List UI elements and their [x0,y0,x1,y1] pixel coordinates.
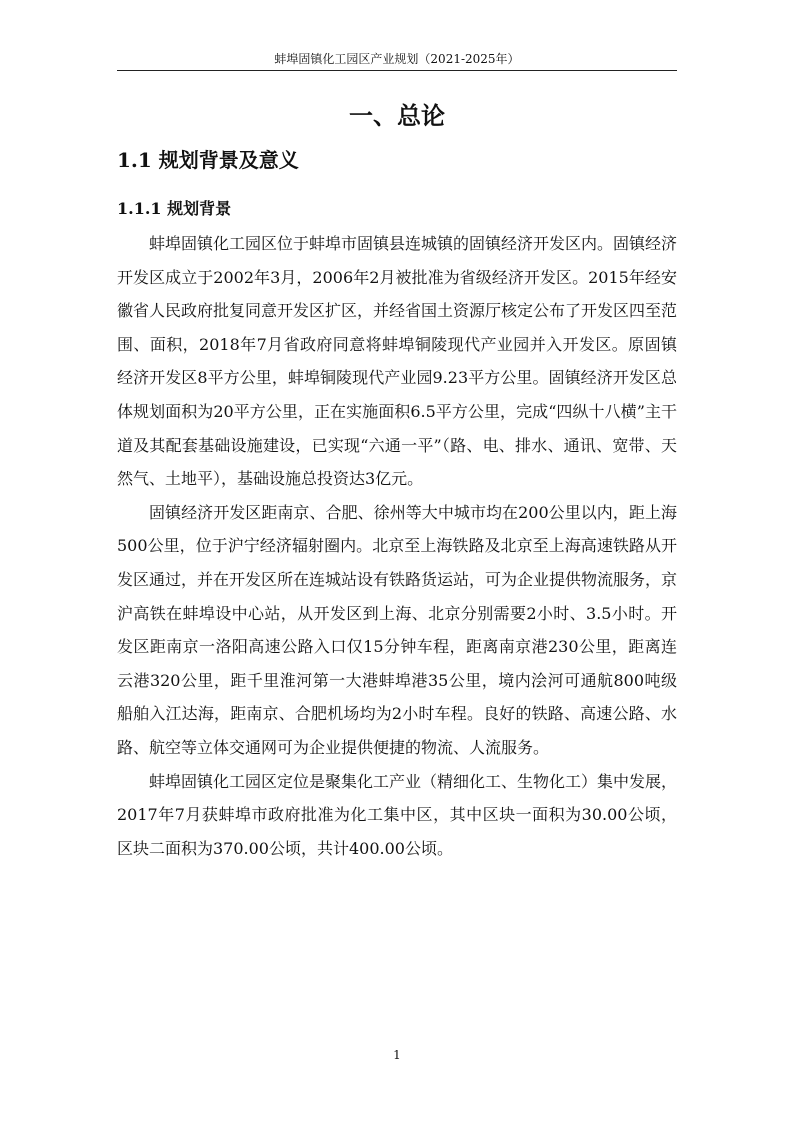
header-divider [117,70,677,71]
running-header: 蚌埠固镇化工园区产业规划（2021-2025年） [274,52,520,66]
paragraph: 固镇经济开发区距南京、合肥、徐州等大中城市均在200公里以内，距上海500公里，位于沪宁经济辐射圈内。北京至上海铁路及北京至上海高速铁路从开发区通过，并在开发区所在连城站设有铁路货运站，可为企业提供物流服务，京沪高铁在蚌埠设中心站，从开发区到上海、北京分别需要2小时、3.5小时。开发区距南京一洛阳高速公路入口仅15分钟车程，距离南京港230公里，距离连云港320公里，距千里淮河第一大港蚌埠港35公里，境内浍河可通航800吨级船舶入江达海，距南京、合肥机场均为2小时车程。良好的铁路、高速公路、水路、航空等立体交通网可为企业提供便捷的物流、人流服务。 [117,502,678,757]
section-title: 1.1 规划背景及意义 [117,148,299,172]
page-number: 1 [393,1048,401,1062]
paragraph: 蚌埠固镇化工园区定位是聚集化工产业（精细化工、生物化工）集中发展，2017年7月获蚌埠市政府批准为化工集中区，其中区块一面积为30.00公顷，区块二面积为370.00公顷，共计400.00公顷。 [117,771,678,858]
subsection-title: 1.1.1 规划背景 [117,199,232,218]
chapter-title: 一、总论 [349,101,445,130]
paragraph: 蚌埠固镇化工园区位于蚌埠市固镇县连城镇的固镇经济开发区内。固镇经济开发区成立于2002年3月，2006年2月被批准为省级经济开发区。2015年经安徽省人民政府批复同意开发区扩区，并经省国土资源厅核定公布了开发区四至范围、面积，2018年7月省政府同意将蚌埠铜陵现代产业园并入开发区。原固镇经济开发区8平方公里，蚌埠铜陵现代产业园9.23平方公里。固镇经济开发区总体规划面积为20平方公里，正在实施面积6.5平方公里，完成“四纵十八横”主干道及其配套基础设施建设，已实现“六通一平”（路、电、排水、通讯、宽带、天然气、土地平），基础设施总投资达3亿元。 [117,234,678,489]
body-text [117,227,677,865]
